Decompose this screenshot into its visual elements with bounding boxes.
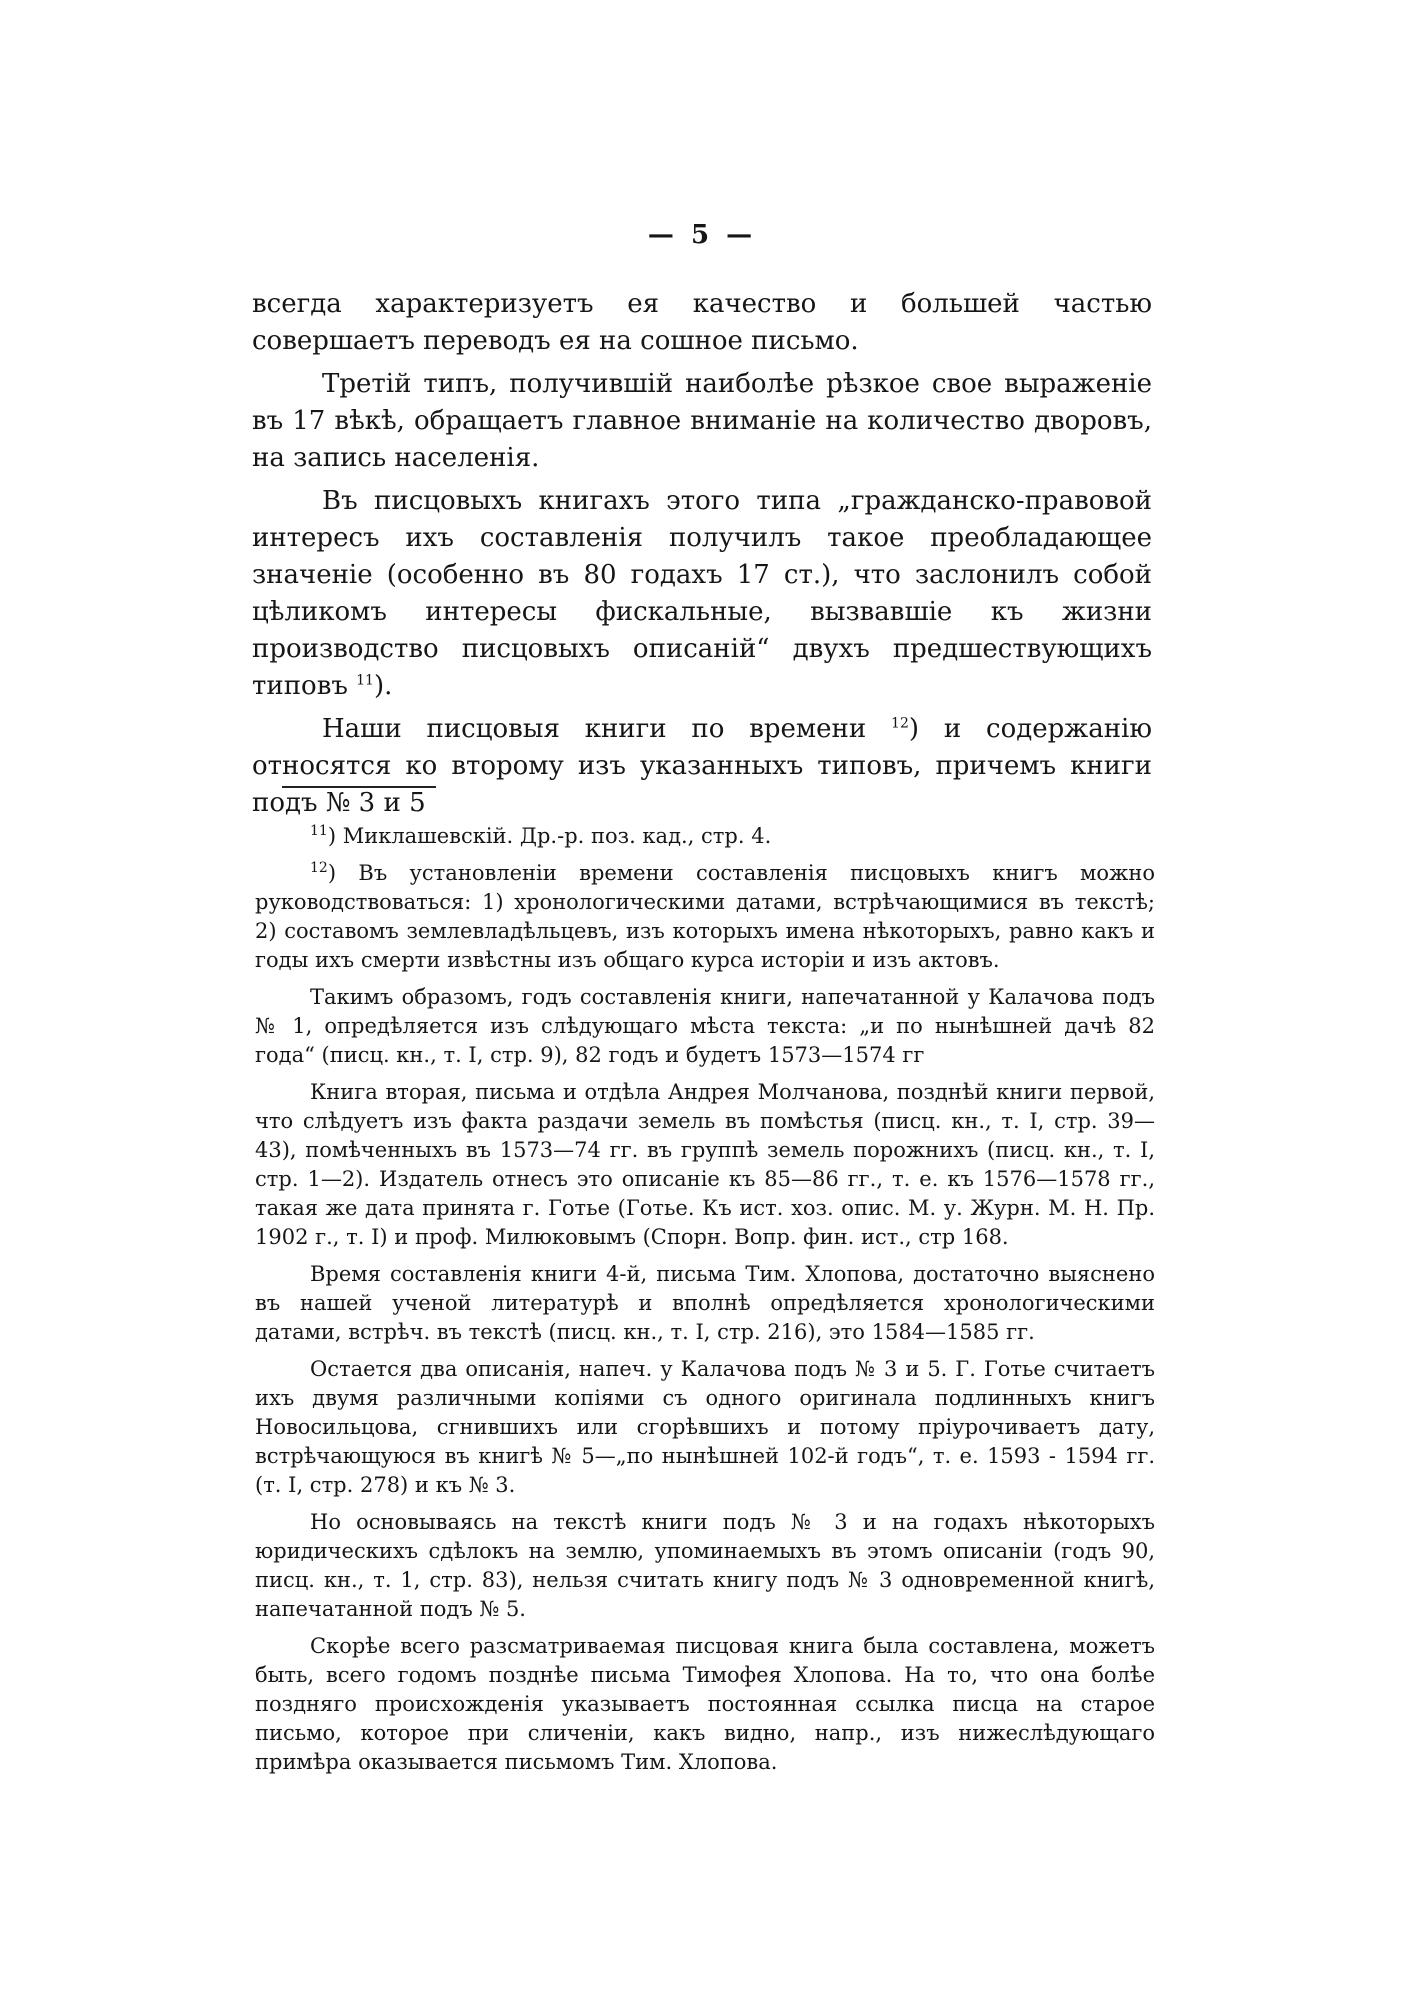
paragraph-text: Наши писцовыя книги по времени [322,714,867,744]
paragraph-text-end: ) и содержанію относятся ко второму изъ указанныхъ типовъ, причемъ книги подъ № 3 и 5 [252,714,1152,818]
paragraph-third-type: Третій типъ, получившій наиболѣе рѣзкое свое выраженіе въ 17 вѣкѣ, обращаетъ главное вниманіе на количество дворовъ, на запись населенія. [252,369,1152,473]
footnote-paragraph: Такимъ образомъ, годъ составленія книги, напечатанной у Калачова подъ № 1, опредѣляется изъ слѣдующаго мѣста текста: „и по нынѣшней дачѣ 82 года“ (писц. кн., т. I, стр. 9), 82 годъ и будетъ 1573—1574 гг [255,985,1155,1067]
paragraph-civil-interest [252,483,1152,705]
footnote-separator [282,786,436,788]
paragraph-text: Въ писцовыхъ книгахъ этого типа „гражданско-правовой интересъ ихъ составленія получилъ такое преобладающее значеніе (особенно въ 80 годахъ 17 ст.), что заслонилъ собой цѣликомъ интересы фискальные, вызвавшіе къ жизни производство писцовыхъ описаній“ двухъ предшествующихъ типовъ [252,486,1152,701]
footnote-paragraph: Время составленія книги 4-й, письма Тим. Хлопова, достаточно выяснено въ нашей ученой литературѣ и вполнѣ опредѣляется хронологическими датами, встрѣч. въ текстѣ (писц. кн., т. I, стр. 216), это 1584—1585 гг. [255,1262,1155,1344]
paragraph-continuation: всегда характеризуетъ ея качество и большей частью совершаетъ переводъ ея на сошное письмо. [252,289,1152,356]
footnote-mark: 12 [310,860,328,876]
footnote-12 [255,859,1155,975]
footnote-mark: 11 [310,823,328,839]
main-text [252,286,1152,828]
footnote-text: ) Миклашевскій. Др.-р. поз. кад., стр. 4. [327,824,772,848]
footnote-11 [255,822,1155,851]
paragraph-text-end: ). [373,671,393,701]
footnote-paragraph: Остается два описанія, напеч. у Калачова подъ № 3 и 5. Г. Готье считаетъ ихъ двумя различными копіями съ одного оригинала подлинныхъ книгъ Новосильцова, сгнившихъ или сгорѣвшихъ и потому пріурочиваетъ дату, встрѣчающуюся въ книгѣ № 5—„по нынѣшней 102-й годъ“, т. е. 1593 - 1594 гг. (т. I, стр. 278) и къ № 3. [255,1357,1155,1497]
paragraph-our-books [252,711,1152,822]
footnotes [255,822,1155,1785]
footnote-text: ) Въ установленіи времени составленія писцовыхъ книгъ можно руководствоваться: 1) хронологическими датами, встрѣчающимися въ текстѣ; 2) составомъ землевладѣльцевъ, изъ которыхъ имена нѣкоторыхъ, равно какъ и годы ихъ смерти извѣстны изъ общаго курса исторіи и изъ актовъ. [255,861,1155,972]
footnote-ref-12: 12 [891,715,909,732]
footnote-paragraph: Но основываясь на текстѣ книги подъ № 3 и на годахъ нѣкоторыхъ юридическихъ сдѣлокъ на землю, упоминаемыхъ въ этомъ описаніи (годъ 90, писц. кн., т. 1, стр. 83), нельзя считать книгу подъ № 3 одновременной книгѣ, напечатанной подъ № 5. [255,1510,1155,1621]
footnote-paragraph: Скорѣе всего разсматриваемая писцовая книга была составлена, можетъ быть, всего годомъ позднѣе письма Тимофея Хлопова. На то, что она болѣе поздняго происхожденія указываетъ постоянная ссылка писца на старое письмо, которое при сличеніи, какъ видно, напр., изъ нижеслѣдующаго примѣра оказывается письмомъ Тим. Хлопова. [255,1634,1155,1774]
footnote-paragraph: Книга вторая, письма и отдѣла Андрея Молчанова, позднѣй книги первой, что слѣдуетъ изъ факта раздачи земель въ помѣстья (писц. кн., т. I, стр. 39—43), помѣченныхъ въ 1573—74 гг. въ группѣ земель порожнихъ (писц. кн., т. I, стр. 1—2). Издатель отнесъ это описаніе къ 85—86 гг., т. е. къ 1576—1578 гг., такая же дата принята г. Готье (Готье. Къ ист. хоз. опис. М. у. Журн. М. Н. Пр. 1902 г., т. I) и проф. Милюковымъ (Спорн. Вопр. фин. ист., стр 168. [255,1080,1155,1249]
footnote-ref-11: 11 [356,672,374,689]
page-number: — 5 — [647,220,757,250]
